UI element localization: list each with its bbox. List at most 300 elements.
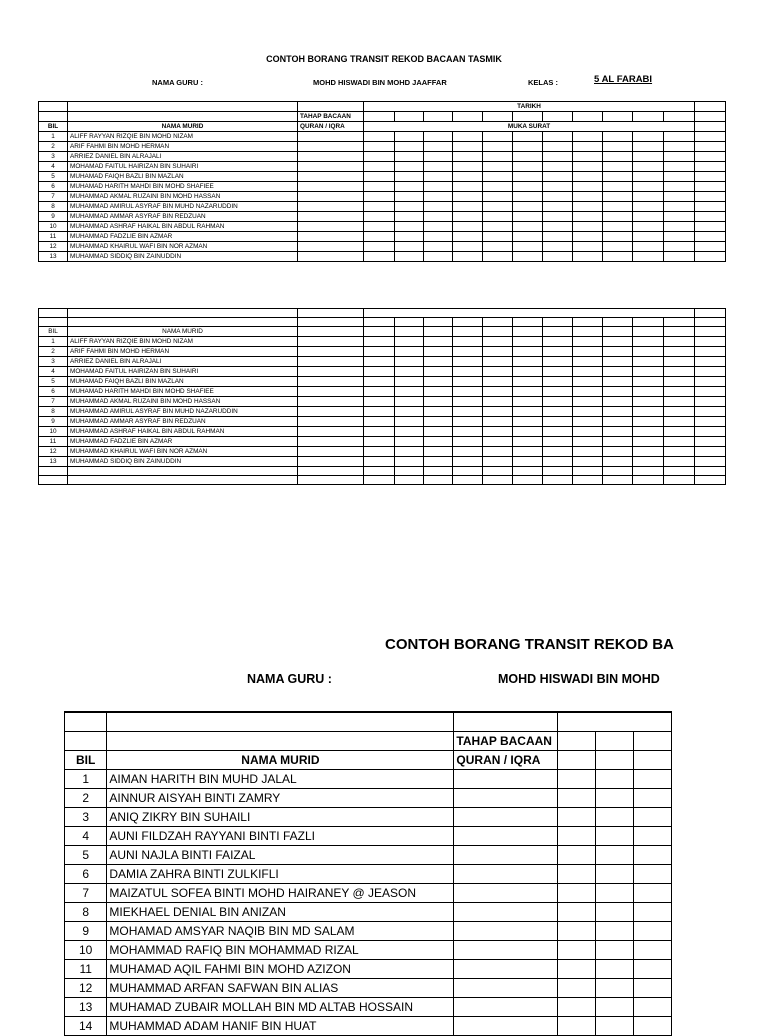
record-cell[interactable]: [424, 377, 453, 387]
record-cell[interactable]: [543, 162, 573, 172]
record-cell[interactable]: [633, 182, 664, 192]
record-cell[interactable]: [424, 222, 453, 232]
record-cell[interactable]: [395, 162, 424, 172]
blank-cell[interactable]: [603, 476, 633, 485]
record-cell[interactable]: [364, 222, 395, 232]
tahap-cell[interactable]: [298, 202, 364, 212]
record-cell[interactable]: [453, 457, 483, 467]
record-cell[interactable]: [453, 132, 483, 142]
record-cell[interactable]: [633, 347, 664, 357]
record-cell[interactable]: [603, 397, 633, 407]
record-cell[interactable]: [364, 132, 395, 142]
record-cell[interactable]: [364, 242, 395, 252]
record-cell[interactable]: [573, 427, 603, 437]
record-cell[interactable]: [364, 427, 395, 437]
record-cell[interactable]: [483, 172, 513, 182]
record-cell[interactable]: [573, 417, 603, 427]
tahap-cell[interactable]: [298, 252, 364, 262]
record-cell[interactable]: [664, 427, 695, 437]
record-cell[interactable]: [695, 437, 726, 447]
blank-cell[interactable]: [573, 467, 603, 476]
record-cell[interactable]: [424, 132, 453, 142]
record-cell[interactable]: [424, 152, 453, 162]
record-cell[interactable]: [558, 959, 596, 978]
record-cell[interactable]: [395, 142, 424, 152]
record-cell[interactable]: [483, 202, 513, 212]
record-cell[interactable]: [633, 232, 664, 242]
date-cell[interactable]: [573, 112, 603, 122]
record-cell[interactable]: [664, 152, 695, 162]
record-cell[interactable]: [453, 252, 483, 262]
record-cell[interactable]: [596, 826, 634, 845]
record-cell[interactable]: [483, 232, 513, 242]
date-cell[interactable]: [513, 318, 543, 327]
record-cell[interactable]: [483, 212, 513, 222]
record-cell[interactable]: [543, 367, 573, 377]
record-cell[interactable]: [695, 152, 726, 162]
record-cell[interactable]: [664, 377, 695, 387]
date-cell[interactable]: [424, 318, 453, 327]
record-cell[interactable]: [573, 367, 603, 377]
date-cell[interactable]: [633, 318, 664, 327]
tahap-cell[interactable]: [298, 447, 364, 457]
date-cell[interactable]: [664, 112, 695, 122]
record-cell[interactable]: [695, 192, 726, 202]
record-cell[interactable]: [633, 407, 664, 417]
record-cell[interactable]: [513, 427, 543, 437]
tahap-cell[interactable]: [298, 407, 364, 417]
tahap-cell[interactable]: [454, 845, 558, 864]
record-cell[interactable]: [596, 864, 634, 883]
record-cell[interactable]: [395, 447, 424, 457]
record-cell[interactable]: [483, 252, 513, 262]
date-cell[interactable]: [395, 327, 424, 337]
record-cell[interactable]: [513, 242, 543, 252]
record-cell[interactable]: [695, 417, 726, 427]
record-cell[interactable]: [603, 152, 633, 162]
record-cell[interactable]: [483, 132, 513, 142]
record-cell[interactable]: [633, 437, 664, 447]
record-cell[interactable]: [596, 902, 634, 921]
record-cell[interactable]: [603, 377, 633, 387]
tahap-cell[interactable]: [298, 377, 364, 387]
record-cell[interactable]: [395, 407, 424, 417]
blank-cell[interactable]: [39, 476, 68, 485]
record-cell[interactable]: [483, 407, 513, 417]
record-cell[interactable]: [513, 162, 543, 172]
record-cell[interactable]: [573, 182, 603, 192]
record-cell[interactable]: [603, 232, 633, 242]
date-cell[interactable]: [633, 327, 664, 337]
record-cell[interactable]: [695, 162, 726, 172]
tahap-cell[interactable]: [298, 347, 364, 357]
record-cell[interactable]: [543, 132, 573, 142]
record-cell[interactable]: [424, 242, 453, 252]
record-cell[interactable]: [634, 807, 672, 826]
record-cell[interactable]: [483, 427, 513, 437]
tahap-cell[interactable]: [298, 457, 364, 467]
record-cell[interactable]: [695, 387, 726, 397]
record-cell[interactable]: [483, 417, 513, 427]
record-cell[interactable]: [603, 132, 633, 142]
date-cell[interactable]: [483, 327, 513, 337]
record-cell[interactable]: [543, 457, 573, 467]
record-cell[interactable]: [633, 192, 664, 202]
record-cell[interactable]: [424, 407, 453, 417]
record-cell[interactable]: [483, 437, 513, 447]
record-cell[interactable]: [633, 152, 664, 162]
record-cell[interactable]: [395, 192, 424, 202]
record-cell[interactable]: [695, 397, 726, 407]
record-cell[interactable]: [573, 222, 603, 232]
record-cell[interactable]: [453, 377, 483, 387]
record-cell[interactable]: [633, 417, 664, 427]
blank-cell[interactable]: [68, 476, 298, 485]
blank-cell[interactable]: [695, 467, 726, 476]
record-cell[interactable]: [664, 142, 695, 152]
date-cell[interactable]: [483, 318, 513, 327]
record-cell[interactable]: [453, 222, 483, 232]
record-cell[interactable]: [633, 357, 664, 367]
date-cell[interactable]: [395, 112, 424, 122]
record-cell[interactable]: [695, 142, 726, 152]
date-cell[interactable]: [664, 318, 695, 327]
tahap-cell[interactable]: [454, 921, 558, 940]
date-cell[interactable]: [395, 318, 424, 327]
record-cell[interactable]: [633, 172, 664, 182]
record-cell[interactable]: [603, 387, 633, 397]
record-cell[interactable]: [573, 397, 603, 407]
record-cell[interactable]: [395, 437, 424, 447]
record-cell[interactable]: [633, 242, 664, 252]
record-cell[interactable]: [395, 152, 424, 162]
record-cell[interactable]: [664, 132, 695, 142]
record-cell[interactable]: [424, 232, 453, 242]
record-cell[interactable]: [664, 397, 695, 407]
record-cell[interactable]: [483, 222, 513, 232]
record-cell[interactable]: [633, 367, 664, 377]
record-cell[interactable]: [513, 202, 543, 212]
record-cell[interactable]: [364, 447, 395, 457]
record-cell[interactable]: [664, 162, 695, 172]
record-cell[interactable]: [453, 192, 483, 202]
blank-cell[interactable]: [364, 476, 395, 485]
record-cell[interactable]: [695, 407, 726, 417]
record-cell[interactable]: [573, 242, 603, 252]
tahap-cell[interactable]: [454, 1016, 558, 1035]
record-cell[interactable]: [603, 347, 633, 357]
record-cell[interactable]: [634, 864, 672, 883]
record-cell[interactable]: [513, 222, 543, 232]
record-cell[interactable]: [424, 397, 453, 407]
record-cell[interactable]: [603, 142, 633, 152]
record-cell[interactable]: [664, 212, 695, 222]
record-cell[interactable]: [424, 427, 453, 437]
record-cell[interactable]: [395, 232, 424, 242]
blank-cell[interactable]: [513, 467, 543, 476]
record-cell[interactable]: [558, 883, 596, 902]
record-cell[interactable]: [573, 152, 603, 162]
record-cell[interactable]: [513, 367, 543, 377]
blank-cell[interactable]: [68, 467, 298, 476]
record-cell[interactable]: [634, 769, 672, 788]
record-cell[interactable]: [695, 182, 726, 192]
date-cell[interactable]: [573, 318, 603, 327]
record-cell[interactable]: [364, 202, 395, 212]
blank-cell[interactable]: [483, 467, 513, 476]
record-cell[interactable]: [603, 337, 633, 347]
record-cell[interactable]: [364, 172, 395, 182]
blank-cell[interactable]: [395, 467, 424, 476]
record-cell[interactable]: [695, 337, 726, 347]
record-cell[interactable]: [543, 437, 573, 447]
record-cell[interactable]: [664, 407, 695, 417]
date-cell[interactable]: [634, 731, 672, 750]
record-cell[interactable]: [543, 447, 573, 457]
record-cell[interactable]: [603, 212, 633, 222]
record-cell[interactable]: [424, 162, 453, 172]
record-cell[interactable]: [424, 347, 453, 357]
date-cell[interactable]: [364, 112, 395, 122]
record-cell[interactable]: [695, 457, 726, 467]
record-cell[interactable]: [453, 162, 483, 172]
record-cell[interactable]: [603, 172, 633, 182]
record-cell[interactable]: [543, 397, 573, 407]
tahap-cell[interactable]: [298, 387, 364, 397]
record-cell[interactable]: [513, 152, 543, 162]
record-cell[interactable]: [573, 202, 603, 212]
record-cell[interactable]: [596, 788, 634, 807]
record-cell[interactable]: [573, 437, 603, 447]
record-cell[interactable]: [558, 864, 596, 883]
record-cell[interactable]: [603, 407, 633, 417]
date-cell[interactable]: [453, 327, 483, 337]
record-cell[interactable]: [364, 142, 395, 152]
record-cell[interactable]: [395, 172, 424, 182]
record-cell[interactable]: [596, 883, 634, 902]
record-cell[interactable]: [633, 387, 664, 397]
record-cell[interactable]: [395, 202, 424, 212]
record-cell[interactable]: [664, 367, 695, 377]
tahap-cell[interactable]: [454, 864, 558, 883]
record-cell[interactable]: [543, 377, 573, 387]
record-cell[interactable]: [513, 387, 543, 397]
record-cell[interactable]: [573, 142, 603, 152]
date-cell[interactable]: [424, 327, 453, 337]
record-cell[interactable]: [364, 252, 395, 262]
record-cell[interactable]: [395, 252, 424, 262]
record-cell[interactable]: [513, 212, 543, 222]
record-cell[interactable]: [364, 192, 395, 202]
record-cell[interactable]: [573, 407, 603, 417]
tahap-cell[interactable]: [298, 162, 364, 172]
tahap-cell[interactable]: [298, 232, 364, 242]
record-cell[interactable]: [453, 417, 483, 427]
record-cell[interactable]: [364, 347, 395, 357]
record-cell[interactable]: [633, 427, 664, 437]
record-cell[interactable]: [664, 192, 695, 202]
record-cell[interactable]: [596, 769, 634, 788]
date-cell[interactable]: [543, 112, 573, 122]
record-cell[interactable]: [634, 940, 672, 959]
record-cell[interactable]: [633, 142, 664, 152]
record-cell[interactable]: [573, 447, 603, 457]
record-cell[interactable]: [695, 447, 726, 457]
record-cell[interactable]: [364, 397, 395, 407]
record-cell[interactable]: [543, 407, 573, 417]
record-cell[interactable]: [573, 252, 603, 262]
record-cell[interactable]: [424, 447, 453, 457]
record-cell[interactable]: [543, 192, 573, 202]
record-cell[interactable]: [424, 357, 453, 367]
record-cell[interactable]: [395, 212, 424, 222]
record-cell[interactable]: [364, 437, 395, 447]
record-cell[interactable]: [603, 367, 633, 377]
record-cell[interactable]: [695, 202, 726, 212]
record-cell[interactable]: [633, 132, 664, 142]
record-cell[interactable]: [543, 387, 573, 397]
record-cell[interactable]: [364, 367, 395, 377]
record-cell[interactable]: [483, 242, 513, 252]
tahap-cell[interactable]: [298, 152, 364, 162]
record-cell[interactable]: [603, 447, 633, 457]
record-cell[interactable]: [424, 387, 453, 397]
record-cell[interactable]: [453, 152, 483, 162]
date-cell[interactable]: [558, 731, 596, 750]
blank-cell[interactable]: [39, 467, 68, 476]
record-cell[interactable]: [424, 212, 453, 222]
record-cell[interactable]: [513, 417, 543, 427]
record-cell[interactable]: [364, 232, 395, 242]
record-cell[interactable]: [364, 377, 395, 387]
record-cell[interactable]: [424, 182, 453, 192]
date-cell[interactable]: [603, 318, 633, 327]
record-cell[interactable]: [453, 367, 483, 377]
record-cell[interactable]: [395, 427, 424, 437]
blank-cell[interactable]: [513, 476, 543, 485]
record-cell[interactable]: [543, 417, 573, 427]
record-cell[interactable]: [664, 347, 695, 357]
record-cell[interactable]: [483, 152, 513, 162]
record-cell[interactable]: [395, 417, 424, 427]
record-cell[interactable]: [695, 377, 726, 387]
record-cell[interactable]: [543, 242, 573, 252]
date-cell[interactable]: [364, 318, 395, 327]
record-cell[interactable]: [634, 997, 672, 1016]
record-cell[interactable]: [453, 202, 483, 212]
blank-cell[interactable]: [543, 476, 573, 485]
record-cell[interactable]: [543, 222, 573, 232]
tahap-cell[interactable]: [454, 997, 558, 1016]
record-cell[interactable]: [633, 162, 664, 172]
record-cell[interactable]: [513, 252, 543, 262]
tahap-cell[interactable]: [298, 222, 364, 232]
record-cell[interactable]: [395, 242, 424, 252]
record-cell[interactable]: [664, 387, 695, 397]
blank-cell[interactable]: [664, 467, 695, 476]
record-cell[interactable]: [596, 1016, 634, 1035]
record-cell[interactable]: [483, 447, 513, 457]
record-cell[interactable]: [596, 845, 634, 864]
tahap-cell[interactable]: [298, 242, 364, 252]
record-cell[interactable]: [483, 142, 513, 152]
date-cell[interactable]: [543, 318, 573, 327]
record-cell[interactable]: [513, 407, 543, 417]
record-cell[interactable]: [633, 252, 664, 262]
record-cell[interactable]: [695, 367, 726, 377]
record-cell[interactable]: [364, 387, 395, 397]
record-cell[interactable]: [558, 940, 596, 959]
record-cell[interactable]: [395, 457, 424, 467]
record-cell[interactable]: [558, 1016, 596, 1035]
date-cell[interactable]: [453, 318, 483, 327]
record-cell[interactable]: [395, 367, 424, 377]
record-cell[interactable]: [513, 132, 543, 142]
record-cell[interactable]: [453, 437, 483, 447]
record-cell[interactable]: [596, 959, 634, 978]
record-cell[interactable]: [596, 940, 634, 959]
date-cell[interactable]: [364, 327, 395, 337]
blank-cell[interactable]: [424, 476, 453, 485]
record-cell[interactable]: [364, 337, 395, 347]
tahap-cell[interactable]: [298, 437, 364, 447]
record-cell[interactable]: [634, 902, 672, 921]
record-cell[interactable]: [695, 212, 726, 222]
record-cell[interactable]: [364, 212, 395, 222]
tahap-cell[interactable]: [298, 397, 364, 407]
record-cell[interactable]: [513, 357, 543, 367]
record-cell[interactable]: [558, 978, 596, 997]
record-cell[interactable]: [483, 162, 513, 172]
record-cell[interactable]: [596, 807, 634, 826]
record-cell[interactable]: [573, 347, 603, 357]
record-cell[interactable]: [424, 192, 453, 202]
blank-cell[interactable]: [483, 476, 513, 485]
record-cell[interactable]: [573, 357, 603, 367]
date-cell[interactable]: [603, 327, 633, 337]
record-cell[interactable]: [513, 172, 543, 182]
blank-cell[interactable]: [424, 467, 453, 476]
blank-cell[interactable]: [573, 476, 603, 485]
date-cell[interactable]: [513, 112, 543, 122]
record-cell[interactable]: [395, 337, 424, 347]
blank-cell[interactable]: [633, 467, 664, 476]
record-cell[interactable]: [543, 252, 573, 262]
record-cell[interactable]: [364, 152, 395, 162]
blank-cell[interactable]: [633, 476, 664, 485]
record-cell[interactable]: [573, 132, 603, 142]
record-cell[interactable]: [695, 132, 726, 142]
record-cell[interactable]: [483, 377, 513, 387]
record-cell[interactable]: [395, 347, 424, 357]
record-cell[interactable]: [695, 252, 726, 262]
blank-cell[interactable]: [453, 467, 483, 476]
tahap-cell[interactable]: [454, 959, 558, 978]
record-cell[interactable]: [603, 182, 633, 192]
record-cell[interactable]: [573, 162, 603, 172]
record-cell[interactable]: [573, 457, 603, 467]
tahap-cell[interactable]: [454, 826, 558, 845]
record-cell[interactable]: [558, 902, 596, 921]
date-cell[interactable]: [573, 327, 603, 337]
record-cell[interactable]: [453, 212, 483, 222]
record-cell[interactable]: [424, 202, 453, 212]
record-cell[interactable]: [695, 172, 726, 182]
record-cell[interactable]: [695, 242, 726, 252]
record-cell[interactable]: [596, 978, 634, 997]
record-cell[interactable]: [543, 347, 573, 357]
record-cell[interactable]: [573, 192, 603, 202]
